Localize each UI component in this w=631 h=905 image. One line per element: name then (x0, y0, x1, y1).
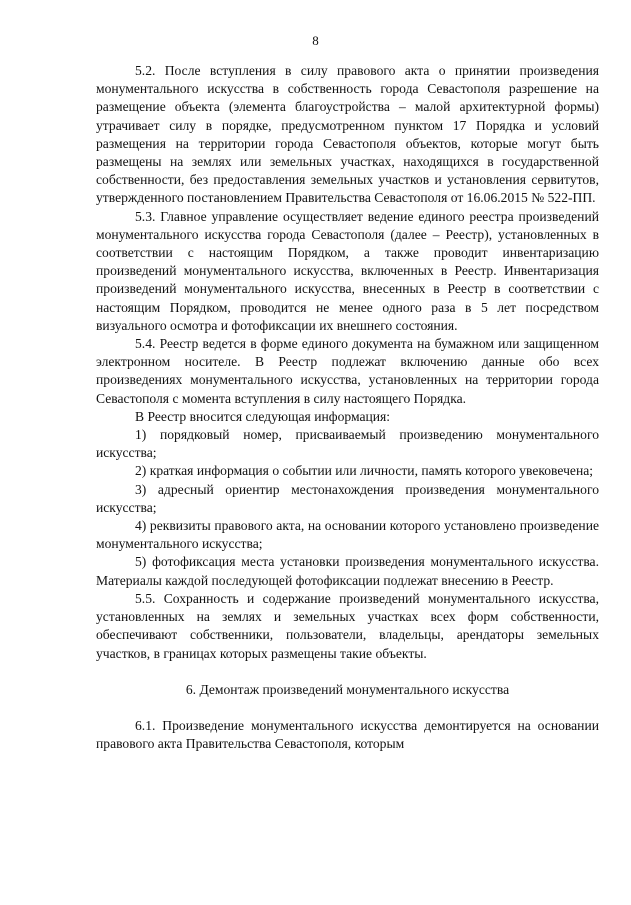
registry-item-4: 4) реквизиты правового акта, на основании которого установлено произведение монументального искусства; (96, 518, 599, 552)
registry-item-1: 1) порядковый номер, присваиваемый произведению монументального искусства; (96, 427, 599, 461)
page-number: 8 (312, 33, 319, 48)
paragraph-5-2: 5.2. После вступления в силу правового акта о принятии произведения монументального искусства в собственность города Севастополя разрешение на размещение объекта (элемента благоустройства – малой архитектурной формы) утрачивает силу в порядке, предусмотренном пунктом 17 Порядка и условий размещения на территории города Севастополя объектов, которые могут быть размещены на землях или земельных участках, находящихся в государственной собственности, без предоставления земельных участков и установления сервитутов, утвержденного постановлением Правительства Севастополя от 16.06.2015 № 522-ПП. (96, 63, 599, 206)
paragraph-5-5: 5.5. Сохранность и содержание произведений монументального искусства, установленных на землях и земельных участках всех форм собственности, обеспечивают собственники, пользователи, владельцы, арендаторы земельных участков, в границах которых размещены такие объекты. (96, 590, 599, 661)
registry-info-intro: В Реестр вносится следующая информация: (135, 408, 391, 424)
document-body (96, 62, 599, 753)
paragraph-6-1: 6.1. Произведение монументального искусства демонтируется на основании правового акта Правительства Севастополя, которым (96, 717, 599, 752)
registry-item-2: 2) краткая информация о событии или личности, память которого увековечена; (135, 463, 594, 479)
paragraph-5-4: 5.4. Реестр ведется в форме единого документа на бумажном или защищенном электронном носителе. В Реестр подлежат включению данные обо всех произведениях монументального искусства, установленных на территории города Севастополя с момента вступления в силу настоящего Порядка. (96, 336, 599, 406)
registry-item-5: 5) фотофиксация места установки произведения монументального искусства. Материалы каждой последующей фотофиксации подлежат внесению в Реестр. (96, 554, 599, 588)
section-heading: 6. Демонтаж произведений монументального искусства (185, 681, 510, 697)
paragraph-5-3: 5.3. Главное управление осуществляет ведение единого реестра произведений монументального искусства города Севастополя (далее – Реестр), установленных в соответствии с настоящим Порядком, а также проводит инвентаризацию произведений монументального искусства, включенных в Реестр. Инвентаризация произведений монументального искусства, внесенных в Реестр в соответствии с настоящим Порядком, проводится не менее одного раза в 5 лет посредством визуального осмотра и фотофиксации их внешнего состояния. (96, 208, 599, 333)
registry-item-3: 3) адресный ориентир местонахождения произведения монументального искусства; (96, 481, 599, 515)
